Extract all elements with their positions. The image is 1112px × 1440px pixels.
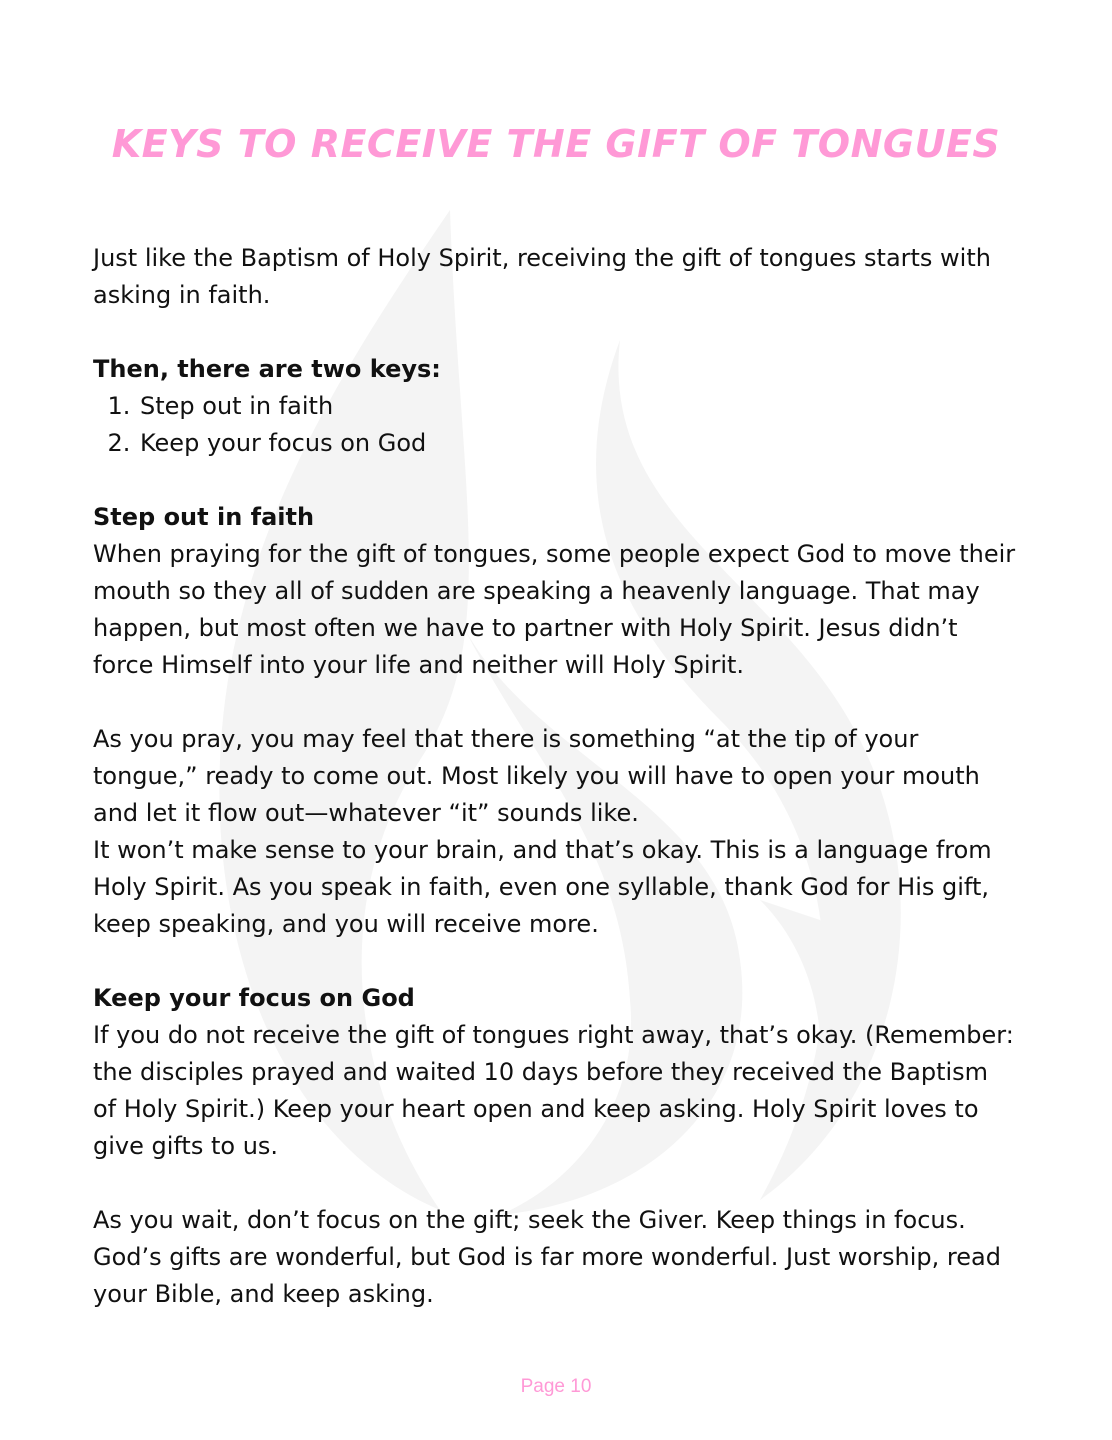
intro-paragraph: Just like the Baptism of Holy Spirit, receiving the gift of tongues starts with asking in faith. [93, 244, 991, 309]
paragraph: When praying for the gift of tongues, some people expect God to move their mouth so they all of sudden are speaking a heavenly language. That may happen, but most often we have to partner with Holy Spirit. Jesus didn’t force Himself into your life and neither will Holy Spirit. [93, 540, 1016, 679]
section-heading-focus: Keep your focus on God [93, 984, 415, 1012]
list-item: 1. Step out in faith [138, 388, 1018, 425]
page-number: Page 10 [520, 1376, 592, 1397]
section-heading-step-out: Step out in faith [93, 503, 315, 531]
paragraph: As you pray, you may feel that there is something “at the tip of your tongue,” ready to come out. Most likely you will have to open your mouth and let it flow out—whatever “it” sounds like. [93, 725, 980, 827]
keys-heading: Then, there are two keys: [93, 355, 441, 383]
page-title: KEYS TO RECEIVE THE GIFT OF TONGUES [111, 122, 1001, 166]
paragraph: If you do not receive the gift of tongues right away, that’s okay. (Remember: the disciples prayed and waited 10 days before they received the Baptism of Holy Spirit.) Keep your heart open and keep asking. Holy Spirit loves to give gifts to us. [93, 1021, 1014, 1160]
paragraph: It won’t make sense to your brain, and that’s okay. This is a language from Holy Spirit. As you speak in faith, even one syllable, thank God for His gift, keep speaking, and you will receive more. [93, 836, 992, 938]
page-body [93, 240, 1018, 1350]
paragraph: As you wait, don’t focus on the gift; seek the Giver. Keep things in focus. God’s gifts are wonderful, but God is far more wonderful. Just worship, read your Bible, and keep asking. [93, 1206, 1001, 1308]
keys-list [93, 388, 1018, 462]
list-item: 2. Keep your focus on God [138, 425, 1018, 462]
